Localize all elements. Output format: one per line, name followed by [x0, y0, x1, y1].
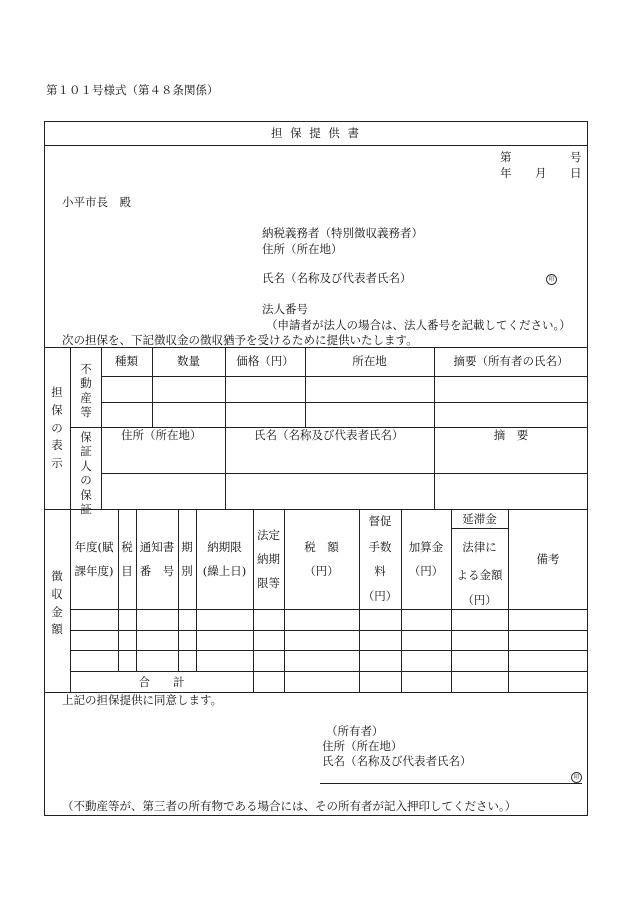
- lv-h-surcharge-1: 加算金: [408, 540, 444, 554]
- owner-signature-line: [320, 783, 582, 784]
- lv-col10: [508, 509, 509, 692]
- owner-name-label: 氏名（名称及び代表者氏名）: [322, 754, 472, 768]
- corp-no-note: （申請者が法人の場合は、法人番号を記載してください。）: [266, 318, 571, 332]
- date-year: 年: [500, 166, 512, 180]
- number-label: 第: [500, 150, 512, 164]
- re-header-location: 所在地: [352, 354, 387, 368]
- lv-h-delay-top: 延滞金: [462, 512, 497, 526]
- collateral-left-divider: [70, 347, 71, 509]
- levy-top-line: [44, 509, 588, 510]
- owner-label: （所有者）: [326, 724, 384, 738]
- lv-h-notice-1: 通知書: [139, 540, 175, 554]
- lv-h-legal-2: 納期: [257, 552, 280, 566]
- lv-header-line: [70, 609, 588, 610]
- collateral-top-line: [44, 347, 588, 348]
- gu-header-name: 氏名（名称及び代表者氏名）: [254, 428, 404, 442]
- lv-h-surcharge-2: （円）: [408, 564, 444, 578]
- levy-left-divider: [70, 509, 71, 692]
- total-label: 合 計: [138, 675, 185, 689]
- applicant-role: 納税義務者（特別徴収義務者）: [262, 226, 423, 240]
- re-header-type: 種類: [115, 354, 138, 368]
- lv-h-notice-2: 番 号: [139, 564, 175, 578]
- lv-row-line2: [70, 650, 588, 651]
- lv-col1: [118, 509, 119, 671]
- lv-col2: [136, 509, 137, 671]
- lv-h-fee-3: 料: [374, 564, 386, 578]
- lv-h-tax-1: 税: [121, 540, 133, 554]
- re-col2: [225, 347, 226, 509]
- corp-no-label: 法人番号: [262, 302, 308, 316]
- re-header-price: 価格（円）: [236, 354, 294, 368]
- gu-row-line: [101, 473, 588, 474]
- re-header-note: 摘要（所有者の氏名）: [453, 354, 569, 368]
- realestate-label: 不動産等: [80, 362, 92, 420]
- applicant-name-label: 氏名（名称及び代表者氏名）: [262, 271, 412, 285]
- lv-row-line3: [70, 671, 588, 672]
- gu-header-note: 摘 要: [493, 428, 529, 442]
- lv-h-fee-1: 督促: [368, 514, 392, 528]
- lv-h-delay-2: よる金額: [456, 568, 503, 582]
- lv-h-legal-1: 法定: [257, 528, 280, 542]
- date-month: 月: [535, 166, 547, 180]
- lv-h-delay-1: 法律に: [462, 540, 497, 554]
- guarantee-label: 保証人の保証: [80, 430, 92, 516]
- re-row-line: [101, 402, 588, 403]
- lv-h-amount-2: （円）: [304, 564, 339, 578]
- lv-h-fee-4: （円）: [362, 589, 398, 603]
- lv-h-year-1: 年度(賦: [74, 540, 114, 554]
- lv-h-remarks: 備考: [536, 552, 560, 566]
- addressee: 小平市長 殿: [62, 195, 131, 209]
- owner-address-label: 住所（所在地）: [322, 739, 403, 753]
- lv-col3: [178, 509, 179, 671]
- lv-h-due-2: (繰上日): [202, 564, 247, 578]
- collateral-section-label: 担保の表示: [51, 385, 63, 471]
- date-day: 日: [570, 166, 582, 180]
- lv-h-delay-3: （円）: [462, 593, 497, 607]
- lv-row-line1: [70, 630, 588, 631]
- applicant-address-label: 住所（所在地）: [262, 242, 343, 256]
- lv-col8: [401, 509, 402, 692]
- page-title: 担 保 提 供 書: [270, 126, 362, 140]
- intro-text: 次の担保を、下記徴収金の徴収猶予を受けるために提供いたします。: [62, 333, 418, 347]
- gu-label-divider: [101, 427, 102, 509]
- levy-section-label: 徴収金額: [51, 569, 63, 637]
- re-header-qty: 数量: [177, 354, 200, 368]
- lv-h-tax-2: 目: [121, 564, 133, 578]
- lv-col6: [284, 509, 285, 692]
- owner-seal-icon: 印: [571, 772, 582, 783]
- lv-h-due-1: 納期限: [207, 540, 242, 554]
- title-divider: [44, 145, 588, 146]
- lv-h-period-2: 別: [181, 564, 193, 578]
- footer-note: （不動産等が、第三者の所有物である場合には、その所有者が記入押印してください。）: [62, 799, 517, 813]
- applicant-seal-icon: 印: [546, 274, 557, 285]
- form-id: 第１０１号様式（第４８条関係）: [46, 83, 219, 97]
- lv-h-fee-2: 手数: [368, 540, 392, 554]
- re-header-line: [101, 376, 588, 377]
- lv-h-period-1: 期: [181, 540, 193, 554]
- lv-h-amount-1: 税 額: [304, 540, 339, 554]
- consent-text: 上記の担保提供に同意します。: [62, 693, 223, 707]
- delay-top-line: [451, 528, 508, 529]
- re-col4: [434, 347, 435, 509]
- lv-col4: [196, 509, 197, 671]
- gu-header-address: 住所（所在地）: [121, 428, 202, 442]
- number-suffix: 号: [570, 150, 582, 164]
- lv-h-legal-3: 限等: [257, 576, 280, 590]
- lv-h-year-2: 課年度): [74, 564, 114, 578]
